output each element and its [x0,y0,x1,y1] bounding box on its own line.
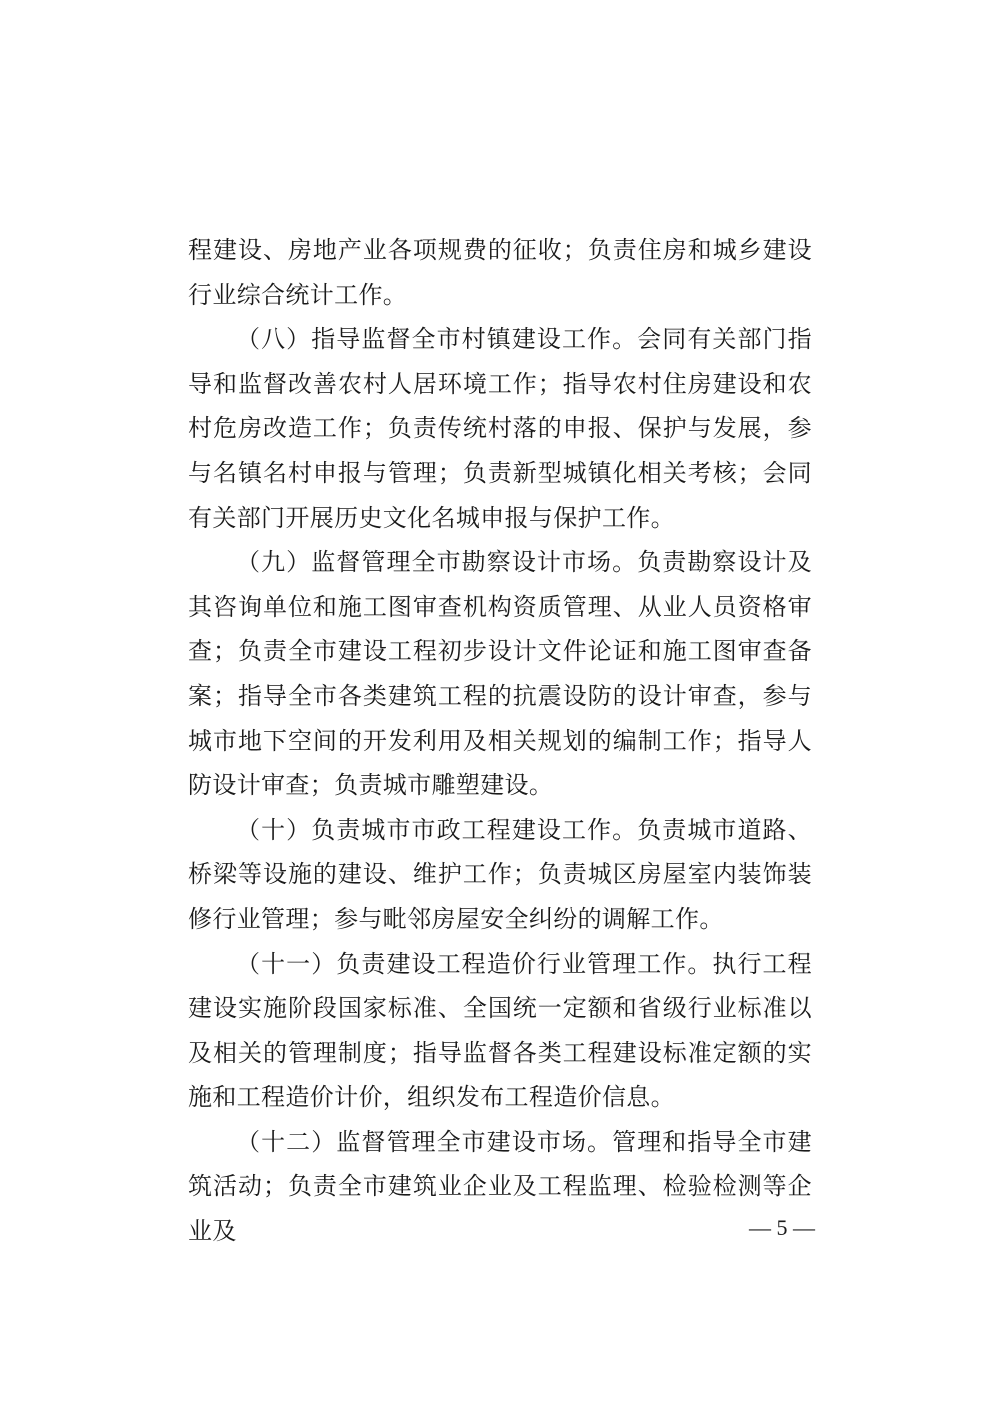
paragraph-item-9: （九）监督管理全市勘察设计市场。负责勘察设计及其咨询单位和施工图审查机构资质管理、从业人员资格审查；负责全市建设工程初步设计文件论证和施工图审查备案；指导全市各类建筑工程的抗震设防的设计审查，参与城市地下空间的开发利用及相关规划的编制工作；指导人防设计审查；负责城市雕塑建设。 [188,548,812,800]
body-text [188,228,812,1254]
paragraph-item-11: （十一）负责建设工程造价行业管理工作。执行工程建设实施阶段国家标准、全国统一定额和省级行业标准以及相关的管理制度；指导监督各类工程建设标准定额的实施和工程造价计价，组织发布工程造价信息。 [188,949,812,1112]
paragraph-item-8: （八）指导监督全市村镇建设工作。会同有关部门指导和监督改善农村人居环境工作；指导农村住房建设和农村危房改造工作；负责传统村落的申报、保护与发展，参与名镇名村申报与管理；负责新型城镇化相关考核；会同有关部门开展历史文化名城申报与保护工作。 [188,325,812,532]
paragraph-item-12: （十二）监督管理全市建设市场。管理和指导全市建筑活动；负责全市建筑业企业及工程监理、检验检测等企业及 [188,1127,812,1246]
paragraph-item-10: （十）负责城市市政工程建设工作。负责城市道路、桥梁等设施的建设、维护工作；负责城区房屋室内装饰装修行业管理；参与毗邻房屋安全纠纷的调解工作。 [188,815,812,933]
paragraph-continuation: 程建设、房地产业各项规费的征收；负责住房和城乡建设行业综合统计工作。 [188,236,812,309]
page-number: — 5 — [749,1215,815,1240]
